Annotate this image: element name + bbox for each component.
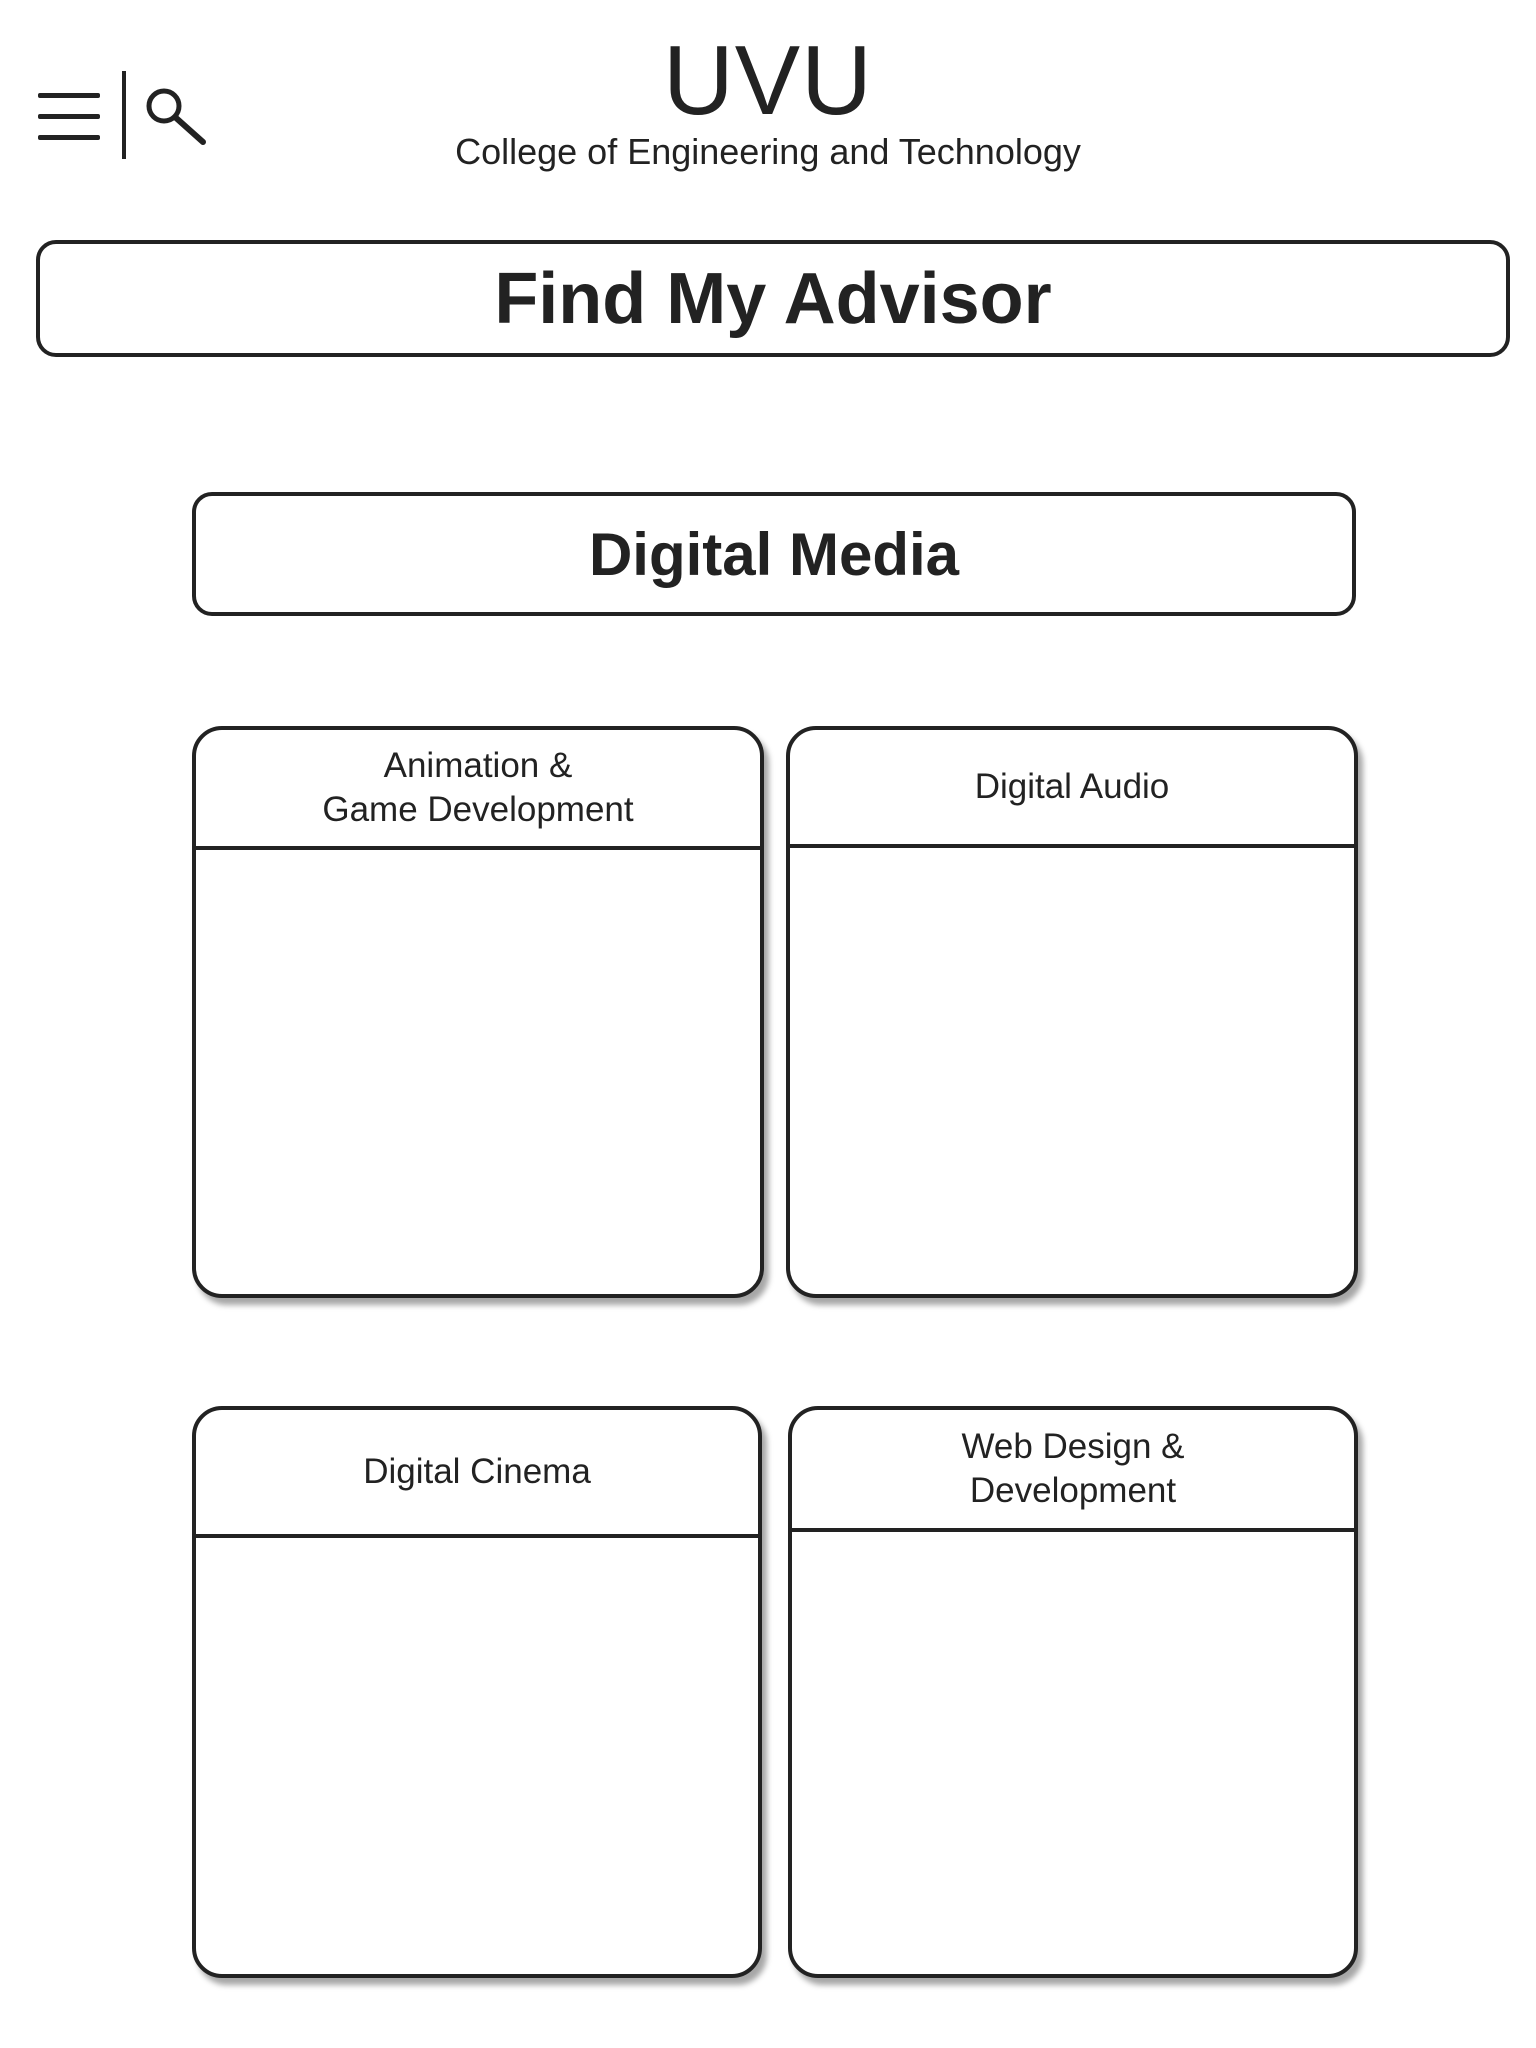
hamburger-menu-icon: [38, 135, 100, 140]
hamburger-menu-icon: [38, 93, 100, 98]
program-card-header: [196, 1410, 758, 1538]
program-card-digital-audio[interactable]: [786, 726, 1358, 1298]
magnifying-glass-icon: [144, 86, 210, 146]
hamburger-menu-icon: [38, 114, 100, 119]
program-card-web-design-development[interactable]: [788, 1406, 1358, 1978]
program-card-body: [196, 850, 760, 1294]
program-card-body: [196, 1538, 758, 1974]
program-card-title: Digital Audio: [974, 767, 1170, 806]
header-divider: [122, 71, 126, 159]
program-card-title: Web Design & Development: [961, 1427, 1185, 1510]
page-title-banner: [36, 240, 1510, 357]
program-card-header: [196, 730, 760, 850]
program-card-digital-cinema[interactable]: [192, 1406, 762, 1978]
brand: [368, 25, 1168, 172]
program-card-title: Animation & Game Development: [322, 746, 634, 829]
search-button[interactable]: [144, 86, 210, 146]
page-title: Find My Advisor: [494, 258, 1052, 339]
program-card-header: [792, 1410, 1354, 1532]
brand-name: UVU: [663, 25, 873, 135]
program-card-animation-game-development[interactable]: [192, 726, 764, 1298]
program-card-header: [790, 730, 1354, 848]
department-label: Digital Media: [588, 520, 960, 588]
brand-subtitle: College of Engineering and Technology: [455, 131, 1081, 172]
program-card-title: Digital Cinema: [363, 1452, 591, 1491]
program-card-body: [790, 848, 1354, 1294]
department-button[interactable]: [192, 492, 1356, 616]
program-card-body: [792, 1532, 1354, 1974]
menu-button[interactable]: [38, 93, 100, 141]
